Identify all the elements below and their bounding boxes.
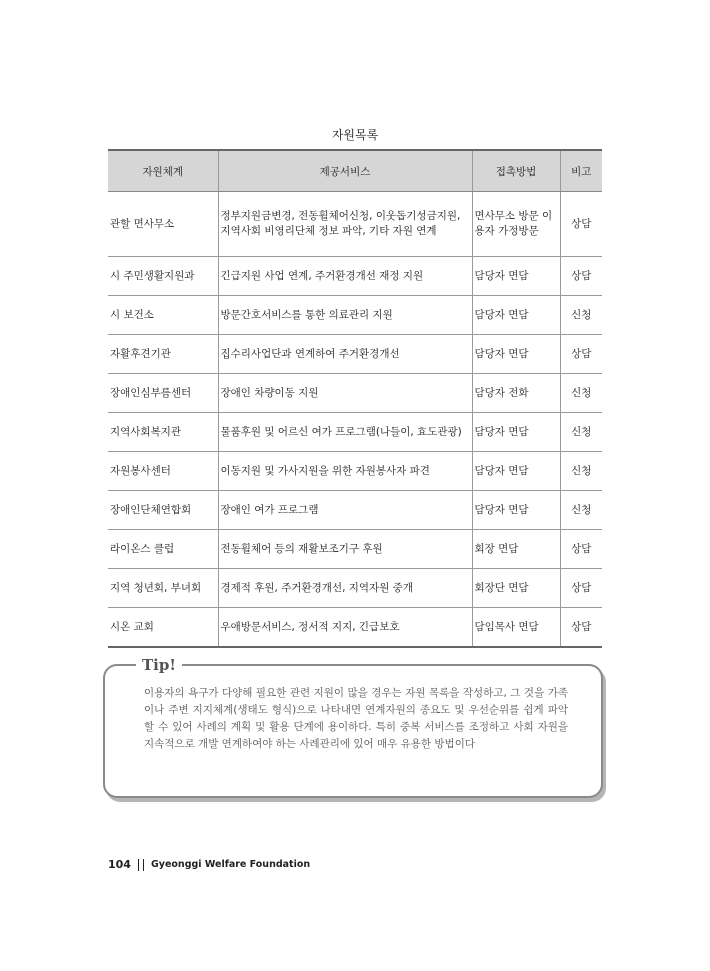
table-row [108,296,602,335]
cell-resource: 시 주민생활지원과 [108,257,218,296]
cell-contact: 담당자 면담 [472,335,560,374]
cell-service: 집수리사업단과 연계하여 주거환경개선 [218,335,472,374]
organization-name: Gyeonggi Welfare Foundation [150,859,311,870]
table-header-row [108,150,602,192]
cell-note: 상담 [560,530,602,569]
cell-contact: 담당자 전화 [472,374,560,413]
tip-label: Tip! [136,656,182,674]
table-row [108,452,602,491]
table-row [108,530,602,569]
cell-note: 신청 [560,296,602,335]
cell-note: 신청 [560,491,602,530]
cell-contact: 담당자 면담 [472,413,560,452]
resource-table [108,149,602,648]
cell-service: 경제적 후원, 주거환경개선, 지역자원 중개 [218,569,472,608]
column-header: 접촉방법 [472,150,560,192]
cell-contact: 면사무소 방문 이용자 가정방문 [472,192,560,257]
cell-contact: 담당자 면담 [472,296,560,335]
table-row [108,569,602,608]
table-row [108,335,602,374]
cell-service: 물품후원 및 어르신 여가 프로그램(나들이, 효도관광) [218,413,472,452]
cell-service: 정부지원금변경, 전동휠체어신청, 이웃돕기성금지원, 지역사회 비영리단체 정보 파악, 기타 자원 연계 [218,192,472,257]
cell-note: 상담 [560,257,602,296]
cell-contact: 담당자 면담 [472,452,560,491]
cell-resource: 자원봉사센터 [108,452,218,491]
table-row [108,192,602,257]
cell-note: 신청 [560,452,602,491]
cell-resource: 관할 면사무소 [108,192,218,257]
cell-contact: 담임목사 면담 [472,608,560,648]
divider-icon [138,859,144,871]
cell-resource: 라이온스 클럽 [108,530,218,569]
cell-resource: 장애인심부름센터 [108,374,218,413]
cell-note: 상담 [560,192,602,257]
cell-note: 신청 [560,413,602,452]
cell-service: 긴급지원 사업 연계, 주거환경개선 재정 지원 [218,257,472,296]
table-row [108,374,602,413]
cell-service: 전동휠체어 등의 재활보조기구 후원 [218,530,472,569]
cell-resource: 지역사회복지관 [108,413,218,452]
column-header: 자원체계 [108,150,218,192]
table-row [108,257,602,296]
cell-service: 이동지원 및 가사지원을 위한 자원봉사자 파견 [218,452,472,491]
page-footer [108,858,310,871]
cell-resource: 자활후견기관 [108,335,218,374]
table-caption: 자원목록 [331,128,379,142]
cell-note: 상담 [560,335,602,374]
page-number: 104 [108,858,131,871]
cell-note: 신청 [560,374,602,413]
cell-service: 방문간호서비스를 통한 의료관리 지원 [218,296,472,335]
cell-contact: 회장단 면담 [472,569,560,608]
cell-resource: 지역 청년회, 부녀회 [108,569,218,608]
cell-contact: 담당자 면담 [472,257,560,296]
cell-service: 장애인 차량이동 지원 [218,374,472,413]
table-row [108,491,602,530]
cell-resource: 시 보건소 [108,296,218,335]
cell-contact: 회장 면담 [472,530,560,569]
cell-service: 우애방문서비스, 정서적 지지, 긴급보호 [218,608,472,648]
cell-resource: 시온 교회 [108,608,218,648]
table-row [108,413,602,452]
cell-resource: 장애인단체연합회 [108,491,218,530]
column-header: 제공서비스 [218,150,472,192]
tip-text: 이용자의 욕구가 다양해 필요한 관련 지원이 많을 경우는 자원 목록을 작성하고, 그 것을 가족이나 주변 지지체계(생태도 형식)으로 나타내면 연계자원의 종요도 및 우선순위를 쉽게 파악할 수 있어 사례의 계획 및 활용 단계에 용이하다. 특히 중복 서비스를 조정하고 사회 자원을 지속적으로 개발 연계하여야 하는 사례관리에 있어 매우 유용한 방법이다 [144,687,568,750]
cell-note: 상담 [560,608,602,648]
cell-note: 상담 [560,569,602,608]
cell-contact: 담당자 면담 [472,491,560,530]
table-row [108,608,602,648]
column-header: 비고 [560,150,602,192]
cell-service: 장애인 여가 프로그램 [218,491,472,530]
